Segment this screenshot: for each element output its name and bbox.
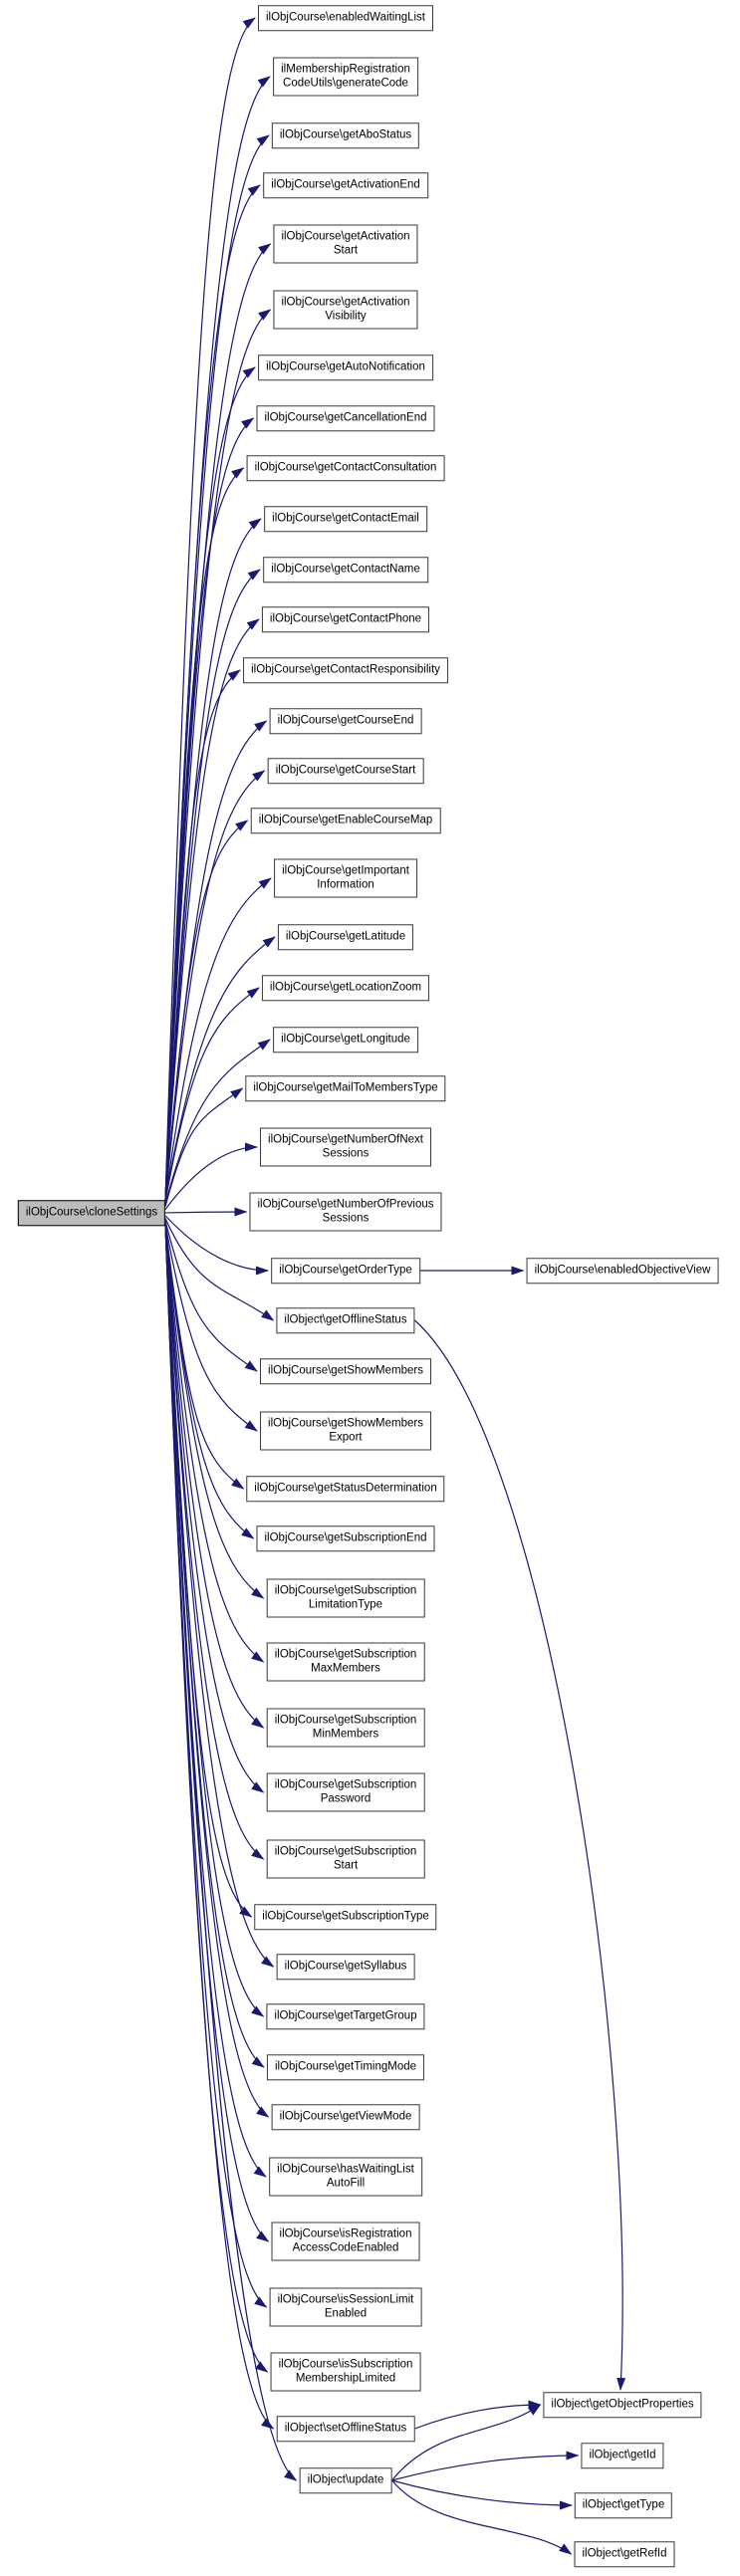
edge-set-offline-status-to-get-object-properties xyxy=(415,2405,541,2429)
graph-node-get-longitude[interactable] xyxy=(273,1027,418,1053)
graph-node-label: Export xyxy=(329,1431,363,1443)
graph-node-label: ilObjCourse\getStatusDetermination xyxy=(254,1482,437,1495)
graph-node-label: ilObject\setOfflineStatus xyxy=(284,2422,407,2435)
graph-node-get-activation-end[interactable] xyxy=(263,172,428,198)
graph-node-label: ilObjCourse\getLocationZoom xyxy=(269,981,422,994)
graph-node-label: Visibility xyxy=(325,310,367,322)
graph-node-label: ilObjCourse\getNumberOfPrevious xyxy=(257,1198,434,1211)
graph-node-get-id[interactable] xyxy=(581,2443,663,2468)
graph-node-label: ilObjCourse\hasWaitingList xyxy=(277,2163,414,2176)
graph-node-get-contact-consultation[interactable] xyxy=(247,455,445,481)
graph-node-label: ilObjCourse\enabledWaitingList xyxy=(265,11,426,24)
graph-node-label: ilObjCourse\isRegistration xyxy=(279,2227,412,2240)
graph-node-is-session-limit-enabled[interactable] xyxy=(270,2288,422,2327)
graph-node-get-latitude[interactable] xyxy=(278,924,413,950)
graph-node-label: AutoFill xyxy=(326,2177,366,2189)
graph-node-label: ilObjCourse\getSubscription xyxy=(274,1845,417,1858)
graph-node-enabled-objective-view[interactable] xyxy=(527,1258,719,1284)
graph-node-get-syllabus[interactable] xyxy=(277,1954,415,1980)
graph-node-get-subscription-max-members[interactable] xyxy=(267,1643,425,1682)
edge-clone-settings-to-generate-code xyxy=(165,77,270,1201)
graph-node-get-object-properties[interactable] xyxy=(543,2392,701,2418)
graph-node-get-subscription-limitation-type[interactable] xyxy=(267,1579,425,1618)
graph-node-label: ilObjCourse\getTargetGroup xyxy=(274,2009,417,2022)
graph-node-label: MaxMembers xyxy=(311,1662,380,1674)
graph-node-get-course-end[interactable] xyxy=(270,708,422,734)
edge-clone-settings-to-get-number-of-previous-sessions xyxy=(165,1212,247,1213)
graph-node-label: ilObjCourse\getCancellationEnd xyxy=(264,411,427,424)
graph-node-get-subscription-type[interactable] xyxy=(254,1904,436,1930)
graph-node-get-ref-id[interactable] xyxy=(574,2541,674,2567)
graph-node-get-subscription-password[interactable] xyxy=(267,1773,425,1812)
graph-node-label: ilObjCourse\getAutoNotification xyxy=(266,360,425,373)
graph-node-label: Start xyxy=(333,1859,359,1871)
graph-node-get-contact-phone[interactable] xyxy=(262,606,429,632)
graph-node-get-mail-to-members-type[interactable] xyxy=(245,1075,445,1101)
graph-node-get-contact-email[interactable] xyxy=(264,506,427,532)
edge-update-to-get-ref-id xyxy=(392,2480,572,2554)
graph-node-get-number-of-next-sessions[interactable] xyxy=(260,1128,431,1167)
graph-node-label: Start xyxy=(333,244,359,256)
graph-node-label: ilObjCourse\getEnableCourseMap xyxy=(258,814,433,826)
graph-node-label: ilObjCourse\getActivationEnd xyxy=(271,178,420,191)
graph-node-label: ilObjCourse\getImportant xyxy=(282,864,409,877)
graph-node-label: CodeUtils\generateCode xyxy=(283,77,408,89)
graph-node-update[interactable] xyxy=(300,2467,392,2493)
graph-node-label: ilObject\getType xyxy=(582,2498,665,2511)
graph-node-get-subscription-min-members[interactable] xyxy=(267,1709,425,1748)
graph-node-get-activation-start[interactable] xyxy=(273,225,417,264)
graph-node-get-location-zoom[interactable] xyxy=(262,975,429,1001)
graph-node-label: Sessions xyxy=(322,1212,370,1224)
graph-node-is-registration-access-code-enabled[interactable] xyxy=(272,2223,420,2261)
graph-node-get-order-type[interactable] xyxy=(271,1258,420,1284)
graph-node-label: ilObjCourse\getNumberOfNext xyxy=(268,1133,423,1146)
graph-node-label: ilObjCourse\getSubscriptionEnd xyxy=(264,1531,427,1544)
graph-node-label: Password xyxy=(320,1792,371,1804)
graph-node-label: ilObjCourse\getSubscription xyxy=(274,1648,417,1661)
graph-node-get-target-group[interactable] xyxy=(266,2003,424,2029)
graph-node-get-abo-status[interactable] xyxy=(272,122,419,148)
graph-node-label: ilObjCourse\getSyllabus xyxy=(284,1960,407,1973)
graph-node-get-view-mode[interactable] xyxy=(272,2104,420,2130)
graph-node-get-subscription-end[interactable] xyxy=(256,1525,434,1551)
graph-node-enabled-waiting-list[interactable] xyxy=(258,5,433,31)
graph-node-get-number-of-previous-sessions[interactable] xyxy=(249,1193,441,1232)
graph-node-label: ilObjCourse\getTimingMode xyxy=(274,2060,417,2073)
graph-node-get-show-members[interactable] xyxy=(260,1358,431,1384)
graph-node-label: ilObjCourse\getSubscription xyxy=(274,1714,417,1727)
graph-node-get-contact-name[interactable] xyxy=(263,557,428,583)
graph-node-label: ilObject\getRefId xyxy=(582,2547,667,2560)
graph-node-label: LimitationType xyxy=(308,1598,383,1610)
edge-get-offline-status-to-get-object-properties xyxy=(415,1320,623,2390)
graph-node-label: ilObjCourse\getShowMembers xyxy=(268,1364,423,1377)
graph-node-label: ilObjCourse\getCourseEnd xyxy=(277,714,414,727)
graph-node-label: ilObjCourse\getContactPhone xyxy=(269,612,422,625)
graph-node-set-offline-status[interactable] xyxy=(277,2416,415,2442)
graph-node-label: ilObject\getObjectProperties xyxy=(551,2398,694,2411)
graph-node-label: ilObjCourse\getCourseStart xyxy=(275,764,416,777)
graph-node-label: MinMembers xyxy=(312,1728,379,1740)
graph-node-label: ilObjCourse\getActivation xyxy=(281,296,410,309)
graph-node-label: Enabled xyxy=(324,2307,368,2319)
graph-node-label: ilObjCourse\getContactResponsibility xyxy=(251,663,440,676)
edge-clone-settings-to-get-mail-to-members-type xyxy=(165,1088,243,1207)
graph-node-label: ilObjCourse\getLatitude xyxy=(285,930,406,943)
graph-node-label: ilObjCourse\getContactConsultation xyxy=(254,461,437,474)
graph-node-label: ilObjCourse\getOrderType xyxy=(279,1264,412,1277)
graph-node-label: ilObjCourse\getShowMembers xyxy=(268,1417,423,1430)
graph-node-label: Sessions xyxy=(322,1147,370,1159)
graph-node-label: ilObjCourse\getAboStatus xyxy=(279,128,412,141)
graph-node-get-activation-visibility[interactable] xyxy=(273,291,417,330)
graph-node-label: ilObjCourse\isSubscription xyxy=(278,2358,413,2371)
graph-node-generate-code[interactable] xyxy=(273,58,418,97)
graph-node-label: ilObjCourse\getLongitude xyxy=(281,1033,410,1046)
graph-node-get-offline-status[interactable] xyxy=(276,1307,414,1333)
graph-node-label: ilObject\update xyxy=(307,2473,384,2486)
graph-node-label: ilObjCourse\getSubscription xyxy=(274,1584,417,1597)
graph-node-label: ilObjCourse\getContactName xyxy=(271,563,420,576)
graph-node-label: Information xyxy=(317,878,374,890)
graph-node-label: ilObject\getOfflineStatus xyxy=(284,1313,407,1326)
graph-node-label: ilObjCourse\getSubscription xyxy=(274,1778,417,1791)
graph-node-get-status-determination[interactable] xyxy=(246,1476,444,1502)
edge-clone-settings-to-get-activation-end xyxy=(165,185,260,1201)
graph-node-get-subscription-start[interactable] xyxy=(267,1840,425,1879)
graph-node-label: ilObjCourse\getActivation xyxy=(281,230,410,243)
graph-node-get-contact-responsibility[interactable] xyxy=(243,657,448,683)
graph-node-get-enable-course-map[interactable] xyxy=(251,808,441,833)
graph-node-has-waiting-list-auto-fill[interactable] xyxy=(269,2158,422,2197)
edge-clone-settings-to-get-offline-status xyxy=(165,1218,274,1320)
graph-node-label: ilObjCourse\cloneSettings xyxy=(25,1206,158,1219)
edge-clone-settings-to-get-number-of-next-sessions xyxy=(165,1147,257,1210)
graph-node-label: ilObjCourse\enabledObjectiveView xyxy=(534,1264,711,1277)
graph-node-get-cancellation-end[interactable] xyxy=(256,405,434,431)
graph-node-label: ilObject\getId xyxy=(589,2449,656,2461)
graph-node-get-important-information[interactable] xyxy=(274,859,417,898)
graph-node-get-timing-mode[interactable] xyxy=(267,2054,424,2080)
graph-node-label: AccessCodeEnabled xyxy=(292,2241,399,2253)
edge-clone-settings-to-get-timing-mode xyxy=(165,1225,264,2067)
graph-node-clone-settings xyxy=(18,1200,165,1226)
graph-node-label: ilObjCourse\getViewMode xyxy=(279,2110,412,2123)
edge-clone-settings-to-get-view-mode xyxy=(165,1225,269,2117)
graph-node-get-type[interactable] xyxy=(575,2492,672,2518)
edge-update-to-get-type xyxy=(392,2480,573,2505)
graph-node-get-auto-notification[interactable] xyxy=(258,354,433,380)
edge-clone-settings-to-get-show-members xyxy=(165,1221,257,1371)
graph-node-label: ilMembershipRegistration xyxy=(281,63,410,76)
graph-node-label: ilObjCourse\getMailToMembersType xyxy=(253,1081,438,1094)
graph-node-label: MembershipLimited xyxy=(295,2372,396,2384)
graph-node-is-subscription-membership-limited[interactable] xyxy=(271,2353,421,2392)
edge-update-to-get-id xyxy=(392,2456,579,2480)
graph-node-get-show-members-export[interactable] xyxy=(260,1412,431,1451)
graph-node-label: ilObjCourse\getSubscriptionType xyxy=(262,1910,429,1923)
graph-node-label: ilObjCourse\isSessionLimit xyxy=(277,2293,414,2306)
graph-node-label: ilObjCourse\getContactEmail xyxy=(272,512,419,525)
graph-node-get-course-start[interactable] xyxy=(268,758,424,784)
